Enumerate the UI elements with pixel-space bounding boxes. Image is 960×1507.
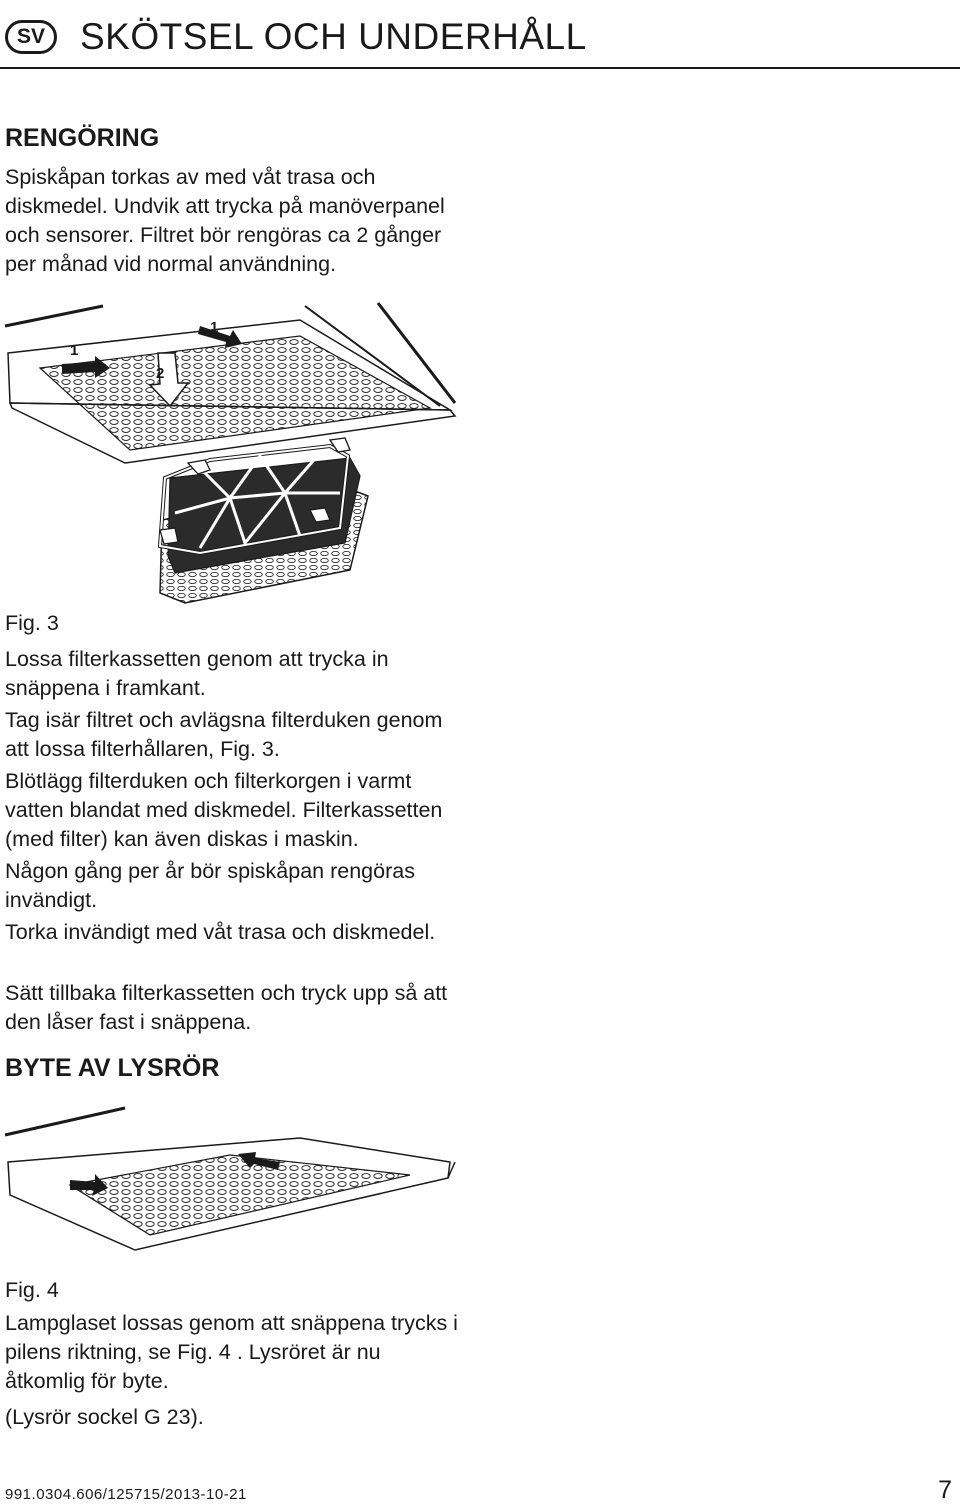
cleaning-step-4: Någon gång per år bör spiskåpan rengöras invändigt. (5, 859, 415, 912)
callout-2: 2 (156, 365, 165, 382)
lamp-glass-grille (70, 1155, 410, 1235)
lamp-step-2: (Lysrör sockel G 23). (5, 1405, 204, 1429)
page-title: SKÖTSEL OCH UNDERHÅLL (80, 16, 587, 57)
cleaning-step-6: Sätt tillbaka filterkassetten och tryck upp så att den låser fast i snäppena. (5, 981, 448, 1034)
callout-1-left: 1 (70, 342, 79, 359)
figure-3-illustration (0, 298, 470, 608)
page-header (0, 0, 960, 72)
callout-1-right: 1 (210, 319, 219, 336)
cleaning-step-3: Blötlägg filterduken och filterkorgen i varmt vatten blandat med diskmedel. Filterkassetten (med filter) kan även diskas i maskin. (5, 769, 443, 851)
cleaning-intro: Spiskåpan torkas av med våt trasa och diskmedel. Undvik att trycka på manöverpanel och sensorer. Filtret bör rengöras ca 2 gånger per månad vid normal användning. (5, 165, 445, 276)
figure-4-illustration (0, 1100, 470, 1260)
cleaning-step-5: Torka invändigt med våt trasa och diskmedel. (5, 920, 436, 944)
figure-4-label: Fig. 4 (5, 1278, 59, 1302)
cleaning-step-1: Lossa filterkassetten genom att trycka in snäppena i framkant. (5, 647, 389, 700)
cleaning-step-2: Tag isär filtret och avlägsna filterduken genom att lossa filterhållaren, Fig. 3. (5, 708, 443, 761)
section-heading-cleaning: RENGÖRING (5, 124, 160, 152)
hood-filter-grille (40, 336, 430, 450)
page-number: 7 (938, 1476, 952, 1504)
header-divider (0, 67, 960, 69)
figure-3-label: Fig. 3 (5, 611, 59, 635)
lamp-step-1: Lampglaset lossas genom att snäppena trycks i pilens riktning, se Fig. 4 . Lysröret är nu åtkomlig för byte. (5, 1311, 458, 1393)
document-code: 991.0304.606/125715/2013-10-21 (5, 1486, 247, 1503)
section-heading-lamp: BYTE AV LYSRÖR (5, 1054, 220, 1082)
language-badge: SV (5, 20, 57, 54)
